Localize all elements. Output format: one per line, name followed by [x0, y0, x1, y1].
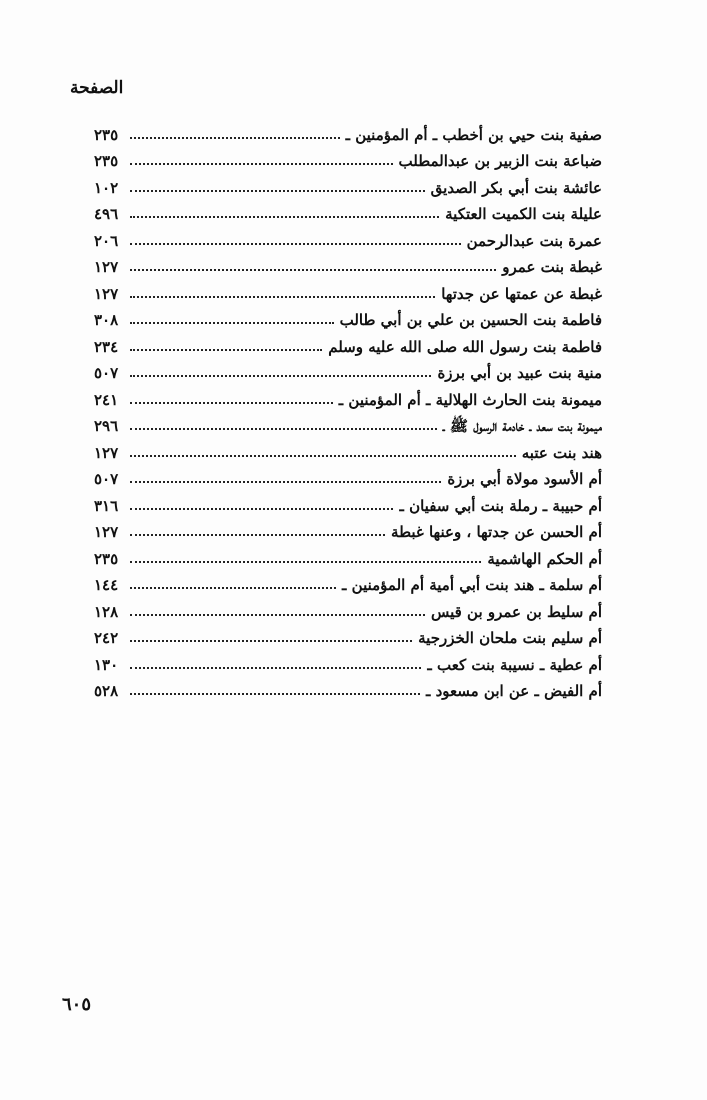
- index-list: [94, 118, 602, 701]
- entry-title: أم الفيض ـ عن ابن مسعود ـ: [425, 682, 602, 700]
- dot-leader: [130, 454, 516, 457]
- index-entry: [94, 410, 602, 437]
- entry-page-number: ٢٠٦: [94, 231, 119, 250]
- dot-leader: [130, 295, 435, 298]
- dot-leader: [130, 427, 437, 430]
- entry-page-number: ٥٠٧: [94, 470, 119, 488]
- dot-leader: [130, 533, 385, 536]
- index-entry: [94, 118, 602, 145]
- entry-page-number: ١٢٧: [94, 443, 119, 462]
- entry-title: أم سليم بنت ملحان الخزرجية: [418, 629, 602, 647]
- dot-leader: [130, 374, 431, 377]
- entry-title: أم سليط بن عمرو بن قيس: [430, 602, 602, 621]
- index-entry: [94, 251, 602, 278]
- dot-leader: [130, 692, 420, 695]
- entry-title: غبطة بنت عمرو: [502, 258, 602, 276]
- dot-leader: [130, 401, 333, 404]
- entry-title: ميمونة بنت سعد ـ خادمة الرسول ﷺ ـ: [442, 417, 602, 435]
- entry-page-number: ١٠٢: [94, 178, 119, 197]
- index-entry: [94, 675, 602, 702]
- entry-title: ميمونة بنت الحارث الهلالية ـ أم المؤمنين ـ: [338, 390, 602, 409]
- index-entry: [94, 622, 602, 649]
- entry-title: فاطمة بنت رسول الله صلى الله عليه وسلم: [328, 337, 602, 356]
- entry-page-number: ٢٤١: [94, 390, 119, 409]
- dot-leader: [130, 613, 425, 616]
- entry-page-number: ٣٠٨: [94, 311, 119, 329]
- dot-leader: [130, 268, 496, 271]
- entry-page-number: ٢٤٢: [94, 629, 119, 647]
- entry-page-number: ٥٢٨: [94, 682, 119, 700]
- dot-leader: [130, 215, 439, 218]
- index-entry: [94, 171, 602, 198]
- index-entry: [94, 277, 602, 304]
- entry-title: هند بنت عتبه: [521, 443, 602, 462]
- index-entry: [94, 224, 602, 251]
- dot-leader: [130, 507, 393, 510]
- page-column-header: الصفحة: [70, 78, 124, 98]
- entry-title: منية بنت عبيد بن أبي برزة: [437, 364, 602, 382]
- index-entry: [94, 436, 602, 463]
- dot-leader: [130, 639, 412, 642]
- dot-leader: [130, 560, 481, 563]
- index-entry: [94, 198, 602, 225]
- entry-page-number: ٢٣٥: [94, 152, 119, 170]
- index-entry: [94, 357, 602, 384]
- entry-title: فاطمة بنت الحسين بن علي بن أبي طالب: [339, 311, 602, 329]
- entry-title: أم الأسود مولاة أبي برزة: [447, 470, 602, 488]
- entry-page-number: ١٢٧: [94, 284, 119, 303]
- index-entry: [94, 542, 602, 569]
- entry-page-number: ٢٣٥: [94, 549, 119, 568]
- entry-page-number: ١٢٨: [94, 602, 119, 621]
- entry-title: أم حبيبة ـ رملة بنت أبي سفيان ـ: [399, 496, 602, 515]
- index-entry: [94, 145, 602, 172]
- entry-page-number: ٤٩٦: [94, 205, 119, 223]
- dot-leader: [130, 136, 340, 139]
- entry-title: ضباعة بنت الزبير بن عبدالمطلب: [398, 152, 602, 170]
- dot-leader: [130, 480, 441, 483]
- page-number: ٦٠٥: [62, 994, 92, 1015]
- index-entry: [94, 330, 602, 357]
- index-entry: [94, 569, 602, 596]
- entry-title: عائشة بنت أبي بكر الصديق: [430, 178, 602, 197]
- dot-leader: [130, 666, 421, 669]
- entry-page-number: ١٢٧: [94, 258, 119, 276]
- index-entry: [94, 304, 602, 331]
- entry-page-number: ٢٣٤: [94, 337, 119, 356]
- index-entry: [94, 463, 602, 490]
- entry-title: غبطة عن عمتها عن جدتها: [441, 284, 602, 303]
- entry-page-number: ٣١٦: [94, 496, 119, 515]
- entry-title: أم الحسن عن جدتها ، وعنها غبطة: [391, 523, 602, 541]
- index-entry: [94, 516, 602, 543]
- entry-title: عليلة بنت الكميت العتكية: [445, 205, 602, 223]
- dot-leader: [130, 321, 334, 324]
- entry-title: أم سلمة ـ هند بنت أبي أمية أم المؤمنين ـ: [342, 576, 602, 594]
- index-entry: [94, 489, 602, 516]
- entry-page-number: ٢٩٦: [94, 417, 119, 435]
- index-entry: [94, 595, 602, 622]
- entry-title: أم الحكم الهاشمية: [487, 549, 602, 568]
- entry-title: عمرة بنت عبدالرحمن: [466, 231, 602, 250]
- entry-title: صفية بنت حيي بن أخطب ـ أم المؤمنين ـ: [345, 125, 602, 144]
- dot-leader: [130, 162, 393, 165]
- entry-title: أم عطية ـ نسيبة بنت كعب ـ: [427, 655, 602, 674]
- entry-page-number: ١٣٠: [94, 655, 119, 674]
- dot-leader: [130, 242, 461, 245]
- index-entry: [94, 383, 602, 410]
- index-entry: [94, 648, 602, 675]
- entry-page-number: ١٢٧: [94, 523, 119, 541]
- entry-page-number: ٢٣٥: [94, 125, 119, 144]
- dot-leader: [130, 348, 322, 351]
- dot-leader: [130, 586, 336, 589]
- dot-leader: [130, 189, 425, 192]
- entry-page-number: ٥٠٧: [94, 364, 119, 382]
- entry-page-number: ١٤٤: [94, 576, 119, 594]
